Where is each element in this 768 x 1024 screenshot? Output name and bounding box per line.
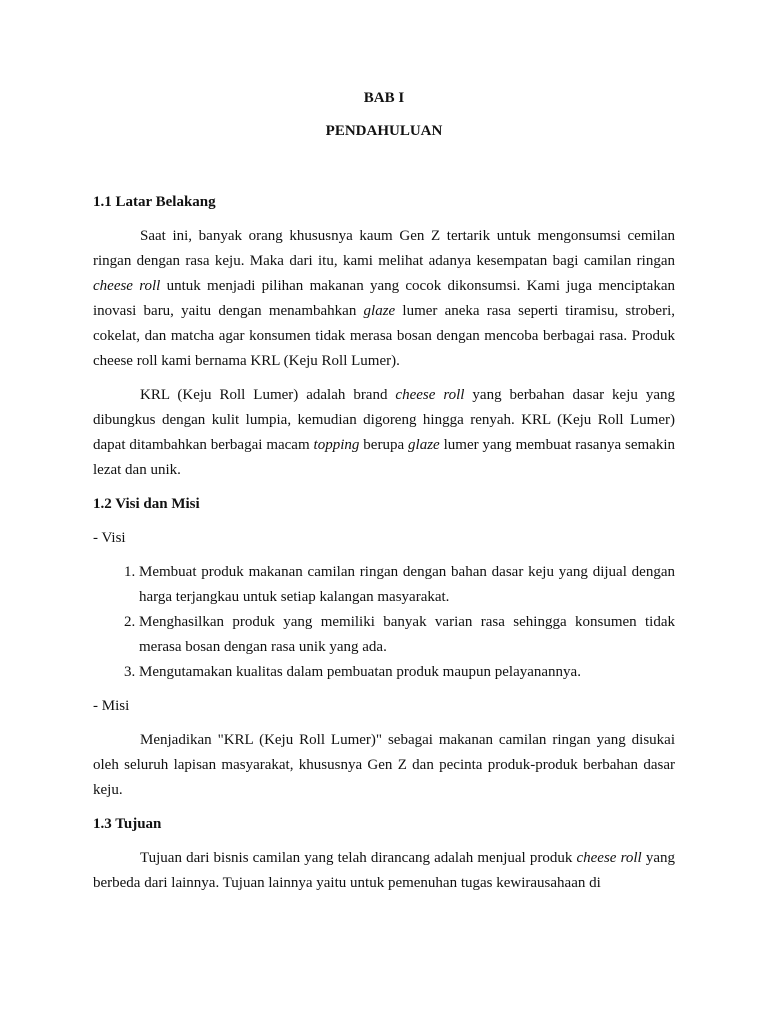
chapter-title: PENDAHULUAN [325, 123, 443, 139]
visi-list [93, 560, 675, 685]
paragraph-misi [93, 728, 675, 803]
visi-item: 3. Mengutamakan kualitas dalam pembuatan produk maupun pelayanannya. [139, 660, 675, 685]
text-run: Menjadikan "KRL (Keju Roll Lumer)" sebagai makanan camilan ringan yang disukai oleh seluruh lapisan masyarakat, khususnya Gen Z dan pecinta produk-produk berbahan dasar keju. [93, 732, 675, 798]
italic-term: cheese roll [576, 850, 642, 866]
italic-term: topping [313, 437, 360, 453]
chapter-number: BAB I [363, 90, 405, 106]
italic-term: cheese roll [395, 387, 465, 403]
paragraph-latar-1 [93, 224, 675, 374]
text-run: berupa [359, 437, 409, 453]
section-heading-latar-belakang: 1.1 Latar Belakang [93, 194, 216, 210]
text-run: Saat ini, banyak orang khususnya kaum Gen Z tertarik untuk mengonsumsi cemilan ringan dengan rasa keju. Maka dari itu, kami melihat adanya kesempatan bagi camilan ringan [93, 228, 675, 269]
text-run: Tujuan dari bisnis camilan yang telah dirancang adalah menjual produk [140, 850, 577, 866]
visi-item: 2. Menghasilkan produk yang memiliki banyak varian rasa sehingga konsumen tidak merasa bosan dengan rasa unik yang ada. [139, 610, 675, 660]
visi-item: 1. Membuat produk makanan camilan ringan dengan bahan dasar keju yang dijual dengan harga terjangkau untuk setiap kalangan masyarakat. [139, 560, 675, 610]
paragraph-tujuan-1 [93, 846, 675, 896]
document-body [93, 190, 675, 905]
text-run: lumer aneka rasa seperti tiramisu, stroberi, cokelat, dan matcha agar konsumen tidak merasa bosan dengan mencoba berbagai rasa. Produk cheese roll kami bernama KRL (Keju Roll Lumer). [93, 303, 675, 369]
italic-term: glaze [408, 437, 440, 453]
italic-term: cheese roll [93, 278, 161, 294]
section-heading-tujuan: 1.3 Tujuan [93, 816, 162, 832]
text-run: KRL (Keju Roll Lumer) adalah brand [140, 387, 396, 403]
misi-label: - Misi [93, 698, 130, 714]
text-run: yang berbeda dari lainnya. Tujuan lainnya yaitu untuk pemenuhan tugas kewirausahaan di [93, 850, 675, 891]
italic-term: glaze [363, 303, 396, 319]
section-heading-visi-misi: 1.2 Visi dan Misi [93, 496, 200, 512]
text-run: untuk menjadi pilihan makanan yang cocok dikonsumsi. Kami juga menciptakan inovasi baru, yaitu dengan menambahkan [93, 278, 675, 319]
text-run: lumer yang membuat rasanya semakin lezat dan unik. [93, 437, 676, 478]
text-run: yang berbahan dasar keju yang dibungkus dengan kulit lumpia, kemudian digoreng hingga renyah. KRL (Keju Roll Lumer) dapat ditambahkan berbagai macam [93, 387, 675, 453]
paragraph-latar-2 [93, 383, 675, 483]
visi-label: - Visi [93, 530, 126, 546]
